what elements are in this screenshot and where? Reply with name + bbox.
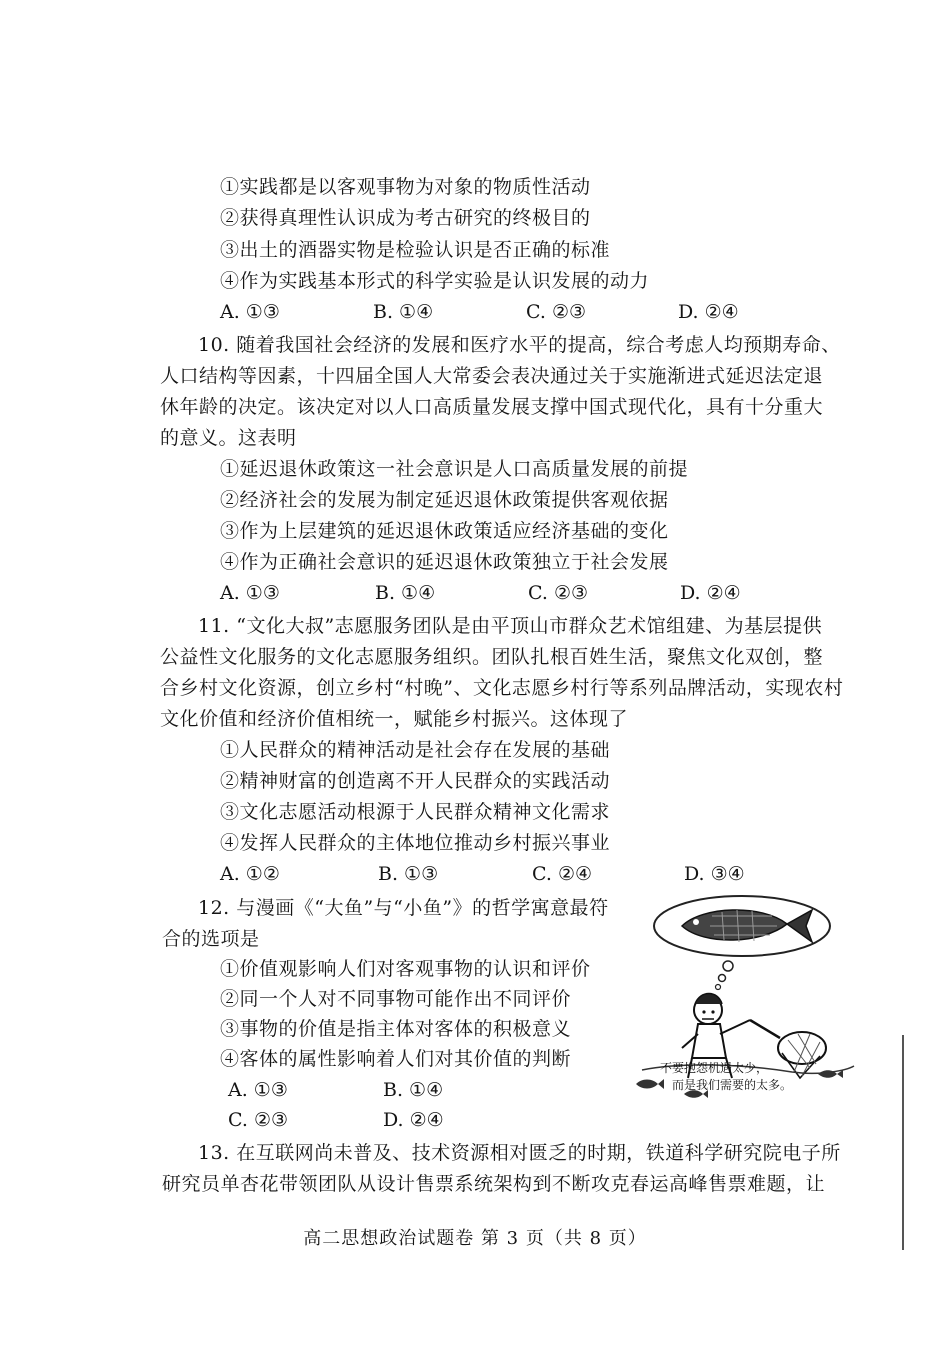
q9-option-4: ④作为实践基本形式的科学实验是认识发展的动力 <box>220 270 650 292</box>
q10-stem-line-2: 人口结构等因素，十四届全国人大常委会表决通过关于实施渐进式延迟法定退 <box>160 365 824 387</box>
q11-option-3: ③文化志愿活动根源于人民群众精神文化需求 <box>220 801 611 823</box>
q11-choice-b: B. ①③ <box>378 863 439 885</box>
q12-stem-line-1: 12. 与漫画《“大鱼”与“小鱼”》的哲学寓意最符 <box>198 897 609 919</box>
binding-edge-line <box>902 1035 904 1250</box>
q11-choice-d: D. ③④ <box>684 863 745 885</box>
q12-stem-line-2: 合的选项是 <box>162 928 260 950</box>
q12-choices-row-2 <box>228 1108 488 1132</box>
q11-option-2: ②精神财富的创造离不开人民群众的实践活动 <box>220 770 611 792</box>
q12-option-3: ③事物的价值是指主体对客体的积极意义 <box>220 1018 572 1040</box>
q9-option-2: ②获得真理性认识成为考古研究的终极目的 <box>220 207 591 229</box>
q10-stem-line-3: 休年龄的决定。该决定对以人口高质量发展支撑中国式现代化，具有十分重大 <box>160 396 824 418</box>
q12-choice-a: A. ①③ <box>228 1079 288 1101</box>
q12-choice-c: C. ②③ <box>228 1109 289 1131</box>
q10-choice-d: D. ②④ <box>680 582 741 604</box>
q11-choice-a: A. ①② <box>220 863 280 885</box>
q13-stem-line-2: 研究员单杏花带领团队从设计售票系统架构到不断攻克春运高峰售票难题，让 <box>162 1173 826 1195</box>
q11-stem-line-2: 公益性文化服务的文化志愿服务组织。团队扎根百姓生活，聚焦文化双创，整 <box>160 646 824 668</box>
q10-option-2: ②经济社会的发展为制定延迟退休政策提供客观依据 <box>220 489 669 511</box>
q9-choice-b: B. ①④ <box>373 301 434 323</box>
q10-option-3: ③作为上层建筑的延迟退休政策适应经济基础的变化 <box>220 520 669 542</box>
q11-choice-c: C. ②④ <box>532 863 593 885</box>
q10-choices <box>220 581 820 605</box>
q11-stem-line-4: 文化价值和经济价值相统一，赋能乡村振兴。这体现了 <box>160 708 629 730</box>
q11-choices <box>220 862 820 886</box>
q9-choices <box>220 300 820 324</box>
q10-stem-line-1: 10. 随着我国社会经济的发展和医疗水平的提高，综合考虑人均预期寿命、 <box>198 334 841 356</box>
q10-option-4: ④作为正确社会意识的延迟退休政策独立于社会发展 <box>220 551 669 573</box>
q11-stem-line-1: 11. “文化大叔”志愿服务团队是由平顶山市群众艺术馆组建、为基层提供 <box>198 615 823 637</box>
page-footer: 高二思想政治试题卷 第 3 页（共 8 页） <box>303 1228 647 1249</box>
q9-option-3: ③出土的酒器实物是检验认识是否正确的标准 <box>220 239 611 261</box>
q12-option-2: ②同一个人对不同事物可能作出不同评价 <box>220 988 572 1010</box>
q12-choice-b: B. ①④ <box>383 1079 444 1101</box>
q9-choice-a: A. ①③ <box>220 301 280 323</box>
q10-option-1: ①延迟退休政策这一社会意识是人口高质量发展的前提 <box>220 458 689 480</box>
q10-choice-a: A. ①③ <box>220 582 280 604</box>
q10-choice-c: C. ②③ <box>528 582 589 604</box>
q11-option-1: ①人民群众的精神活动是社会存在发展的基础 <box>220 739 611 761</box>
q11-stem-line-3: 合乡村文化资源，创立乡村“村晚”、文化志愿乡村行等系列品牌活动，实现农村 <box>160 677 844 699</box>
cartoon-caption-line-2: 而是我们需要的太多。 <box>672 1078 793 1092</box>
q11-option-4: ④发挥人民群众的主体地位推动乡村振兴事业 <box>220 832 611 854</box>
q10-choice-b: B. ①④ <box>375 582 436 604</box>
q10-stem-line-4: 的意义。这表明 <box>160 427 297 449</box>
q9-choice-c: C. ②③ <box>526 301 587 323</box>
q12-option-4: ④客体的属性影响着人们对其价值的判断 <box>220 1048 572 1070</box>
q12-choice-d: D. ②④ <box>383 1109 444 1131</box>
q12-choices-row-1 <box>228 1078 488 1102</box>
q13-stem-line-1: 13. 在互联网尚未普及、技术资源相对匮乏的时期，铁道科学研究院电子所 <box>198 1142 841 1164</box>
q9-choice-d: D. ②④ <box>678 301 739 323</box>
cartoon-caption-line-1: 不要抱怨机遇太少， <box>660 1061 769 1075</box>
q9-option-1: ①实践都是以客观事物为对象的物质性活动 <box>220 176 591 198</box>
q12-option-1: ①价值观影响人们对客观事物的认识和评价 <box>220 958 591 980</box>
